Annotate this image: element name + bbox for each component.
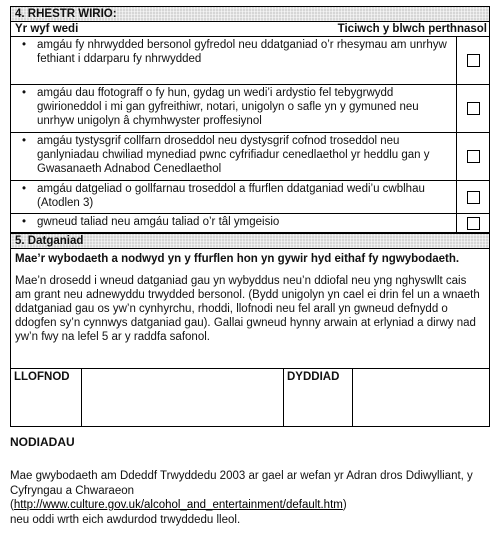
date-field[interactable] — [353, 369, 489, 426]
checklist-header — [11, 22, 489, 37]
bullet: • — [21, 216, 27, 228]
checklist-section — [10, 6, 490, 233]
notes-intro: Mae gwybodaeth am Ddeddf Trwyddedu 2003 ar gael ar wefan yr Adran dros Ddiwylliant, y Cyfryngau a Chwaraeon — [10, 470, 473, 497]
checklist-row — [11, 181, 489, 214]
section-4-title: 4. RHESTR WIRIO: — [11, 7, 489, 22]
notes-title: NODIADAU — [10, 435, 75, 449]
section-5-title: 5. Datganiad — [11, 234, 489, 249]
signature-label: LLOFNOD — [11, 369, 82, 426]
checklist-item-text: amgáu dau ffotograff o fy hun, gydag un wedi’i ardystio fel tebygrwydd gwirioneddol i mi gan gyfreithiwr, notari, unigolyn o safle yn y gymuned neu unrhyw unigolyn â chymhwyster proffesiynol — [37, 87, 419, 127]
declaration-paragraph: Mae’n drosedd i wneud datganiad gau yn wybyddus neu’n ddiofal neu yng nghyswllt cais am grant neu adnewyddu trwydded bersonol. (Bydd unigolyn yn cael ei drin fel un a wnaeth ddatganiad gau os yw’n cynhyrchu, rhoddi, llofnodi neu fel arall yn gwneud defnydd o ddogfen sy’n cynnwys datganiad gau). Gallai gwneud hynny arwain at erlyniad a dirwy nad yw’n fwy na lefel 5 ar y raddfa safonol. — [15, 275, 480, 343]
declaration-section — [10, 233, 490, 427]
checklist-left-header: Yr wyf wedi — [15, 23, 79, 35]
declaration-statement: Mae’r wybodaeth a nodwyd yn y ffurflen hon yn gywir hyd eithaf fy ngwybodaeth. — [15, 253, 460, 265]
link-open-paren: ( — [10, 499, 14, 511]
notes-outro: neu oddi wrth eich awdurdod trwyddedu lleol. — [10, 513, 241, 526]
signature-field[interactable] — [82, 369, 284, 426]
checklist-row — [11, 133, 489, 181]
bullet: • — [21, 87, 27, 99]
bullet: • — [21, 39, 27, 51]
checklist-row — [11, 85, 489, 133]
checklist-item-text: amgáu datgeliad o gollfarnau troseddol a ffurflen ddatganiad wedi’u cwblhau (Atodlen 3) — [37, 183, 425, 209]
checkbox-photographs[interactable] — [467, 102, 480, 115]
link-close-paren: ) — [342, 499, 347, 511]
checklist-item-text: amgáu tystysgrif collfarn droseddol neu dystysgrif cofnod troseddol neu ganlyniadau chwiliad mynediad pwnc cyfrifiadur cenedlaethol yr heddlu gan y Gwasanaeth Adnabod Cenedlaethol — [37, 135, 430, 175]
date-label: DYDDIAD — [284, 369, 353, 426]
bullet: • — [21, 183, 27, 195]
culture-website-link[interactable]: http://www.culture.gov.uk/alcohol_and_entertainment/default.htm — [13, 499, 343, 511]
notes-text — [10, 469, 480, 527]
checklist-items — [11, 37, 489, 232]
checkbox-license[interactable] — [467, 54, 480, 67]
checklist-row — [11, 37, 489, 85]
checklist-row — [11, 214, 489, 232]
checklist-item-text: amgáu fy nhrwydded bersonol gyfredol neu ddatganiad o’r rhesymau am unrhyw fethiant i ddarparu fy nhrwydded — [37, 39, 447, 65]
checkbox-disclosure[interactable] — [467, 191, 480, 204]
checklist-right-header: Ticiwch y blwch perthnasol — [337, 23, 487, 35]
signature-row — [11, 368, 489, 426]
checkbox-criminal-record[interactable] — [467, 150, 480, 163]
bullet: • — [21, 135, 27, 147]
checkbox-payment[interactable] — [467, 217, 480, 230]
checklist-item-text: gwneud taliad neu amgáu taliad o’r tâl ymgeisio — [37, 216, 280, 228]
